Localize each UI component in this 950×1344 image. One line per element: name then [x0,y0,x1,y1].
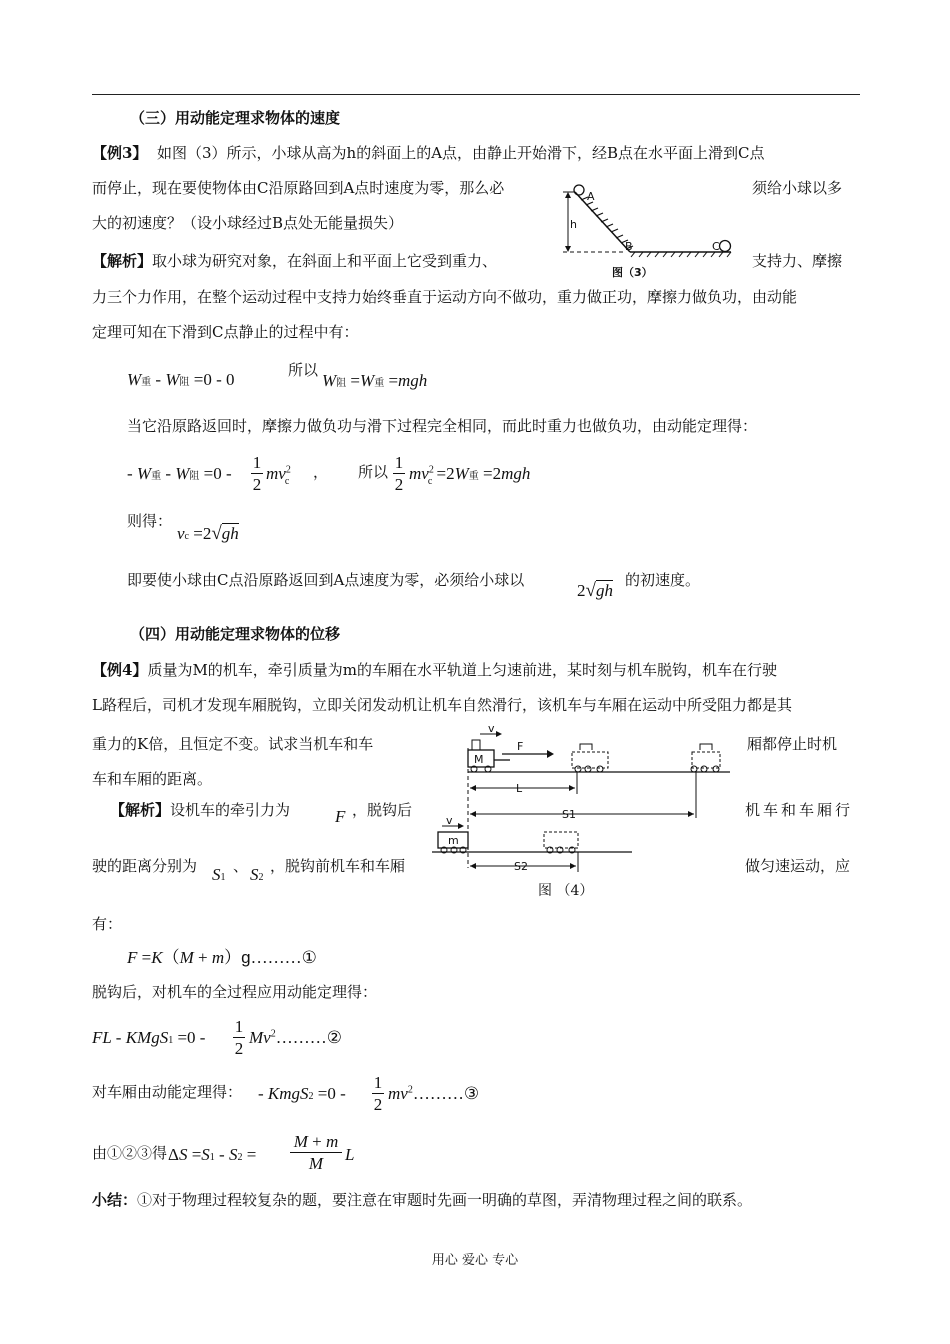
symbol-L: L [345,1145,355,1164]
equation-friction-work: W阻 =W重 =mgh [322,371,428,390]
example-3-text-1: 如图（3）所示，小球从高为h的斜面上的A点，由静止开始滑下，经B点在水平面上滑到C点 [156,144,765,162]
example-3-line-2b: 须给小球以多 [752,179,843,197]
conclusion-3b: 的初速度。 [625,571,701,589]
figure-3-label-h: h [570,218,577,231]
figure-4-label-v-bottom: v [446,814,453,827]
solution-3-line-5: 力三个力作用，在整个运动过程中支持力始终垂直于运动方向不做功，重力做正功，摩擦力做负功，由动能 [92,288,798,306]
summary-line [92,1193,752,1208]
solution-4-line-7: 有： [92,915,123,933]
equation-delta-s: ΔS =S1 - S2 = [168,1145,257,1164]
fraction-half-2: 1 2 [394,453,404,494]
example-3-line-1 [92,146,765,161]
equation-car-energy: - KmgS2 =0 - [258,1084,346,1103]
solution-4-line-6d: 做匀速运动，应 [745,857,851,875]
figure-4-caption: 图 （4） [538,883,594,899]
figure-4-label-M: M [474,753,484,766]
solution-3-text-4a: 取小球为研究对象，在斜面上和平面上它受到重力、 [152,252,498,270]
equation-locomotive-energy: FL - KMgS1 =0 - [92,1028,206,1047]
solution-4-line-5b: ，脱钩后 [352,801,413,819]
solution-4-line-6a: 驶的距离分别为 [92,857,198,875]
figure-3-label-C: C [712,240,720,253]
fraction-mass-ratio: M + m M [290,1133,342,1172]
figure-3-incline [555,186,745,278]
figure-4-train [432,722,732,876]
example-4-line-4: 车和车厢的距离。 [92,770,213,788]
figure-3-label-A: A [587,190,595,203]
example-4-line-3a: 重力的K倍，且恒定不变。试求当机车和车 [92,735,374,753]
solution-3-line-6: 定理可知在下滑到C点静止的过程中有： [92,323,359,341]
result-prefix: 由①②③得 [92,1144,168,1162]
solution-4-line-6c: ，脱钩前机车和车厢 [270,857,406,875]
equation-traction-force: F =K（M + m）g………① [127,948,317,967]
summary-text: ①对于物理过程较复杂的题，要注意在审题时先画一明确的草图，弄清物理过程之间的联系。 [137,1191,753,1209]
section-4-heading: （四）用动能定理求物体的位移 [130,625,341,643]
then-label: 则得： [127,512,173,530]
example-4-tag: 【例4】 [92,661,148,679]
conclusion-3-value: 2√gh [577,580,613,601]
solution-4-tag: 【解析】 [110,801,171,819]
section-3-heading: （三）用动能定理求物体的速度 [130,109,341,127]
figure-4-label-F: F [517,740,524,753]
equation-locomotive-kinetic: Mv$^2$………② [249,1028,342,1047]
fraction-half-1: 1 2 [252,453,262,494]
example-4-line-3b: 厢都停止时机 [747,735,838,753]
figure-4-label-L: L [516,782,523,795]
equation-work-balance: W重 - W阻 =0 - 0 [127,370,235,389]
so-label-1: 所以 [288,361,319,379]
solution-3-line-4a [92,254,497,269]
figure-4-label-S2: S2 [514,860,528,873]
symbol-S1: S1 [212,865,226,884]
solution-4-line-5c: 机车和车厢行 [745,801,854,819]
conclusion-3a: 即要使小球由C点沿原路返回到A点速度为零，必须给小球以 [127,571,525,589]
example-3-line-2a: 而停止，现在要使物体由C沿原路回到A点时速度为零，那么必 [92,179,505,197]
example-3-tag: 【例3】 [92,144,148,162]
example-4-text-1: 质量为M的机车，牵引质量为m的车厢在水平轨道上匀速前进，某时刻与机车脱钩，机车在行驶 [147,661,778,679]
comma-1: ， [313,463,329,481]
symbol-S2: S2 [250,865,264,884]
solution-4-line-8: 脱钩后，对机车的全过程应用动能定理得： [92,983,378,1001]
fraction-half-4: 1 2 [373,1073,383,1114]
solution-4-line-9: 对车厢由动能定理得： [92,1083,243,1101]
figure-4-label-v-top: v [488,722,495,735]
figure-4-label-S1: S1 [562,808,576,821]
page-footer: 用心 爱心 专心 [431,1253,519,1268]
figure-3-label-B: B [625,240,633,253]
solution-3-line-4b: 支持力、摩擦 [752,252,843,270]
solution-4-sep: 、 [233,857,249,875]
equation-initial-kinetic: $mv^2_c =2W$重 =2mgh [409,464,531,487]
summary-tag: 小结： [92,1191,138,1209]
example-4-line-1 [92,663,777,678]
example-4-line-2: L路程后，司机才发现车厢脱钩，立即关闭发动机让机车自然滑行，该机车与车厢在运动中所受阻力都是其 [92,696,792,714]
equation-return-kinetic: $mv^2_c$ [266,464,291,487]
example-3-line-3: 大的初速度？（设小球经过B点处无能量损失） [92,214,404,232]
solution-3-line-7: 当它沿原路返回时，摩擦力做负功与滑下过程完全相同，而此时重力也做负功，由动能定理得： [127,417,758,435]
fraction-half-3: 1 2 [234,1017,244,1058]
solution-3-tag: 【解析】 [92,252,153,270]
figure-4-label-m: m [448,834,459,847]
solution-4-text-5a: 设机车的牵引力为 [170,801,291,819]
equation-velocity-result: vc =2√gh [177,523,239,544]
equation-car-kinetic: $mv^2\dots\dots\dots ③$ [388,1084,480,1103]
so-label-2: 所以 [358,463,389,481]
symbol-F: F [335,807,346,826]
figure-3-caption: 图（3） [612,266,653,279]
equation-return-left: - W重 - W阻 =0 - [127,464,232,483]
header-rule [92,94,860,95]
solution-4-line-5a [110,803,290,818]
